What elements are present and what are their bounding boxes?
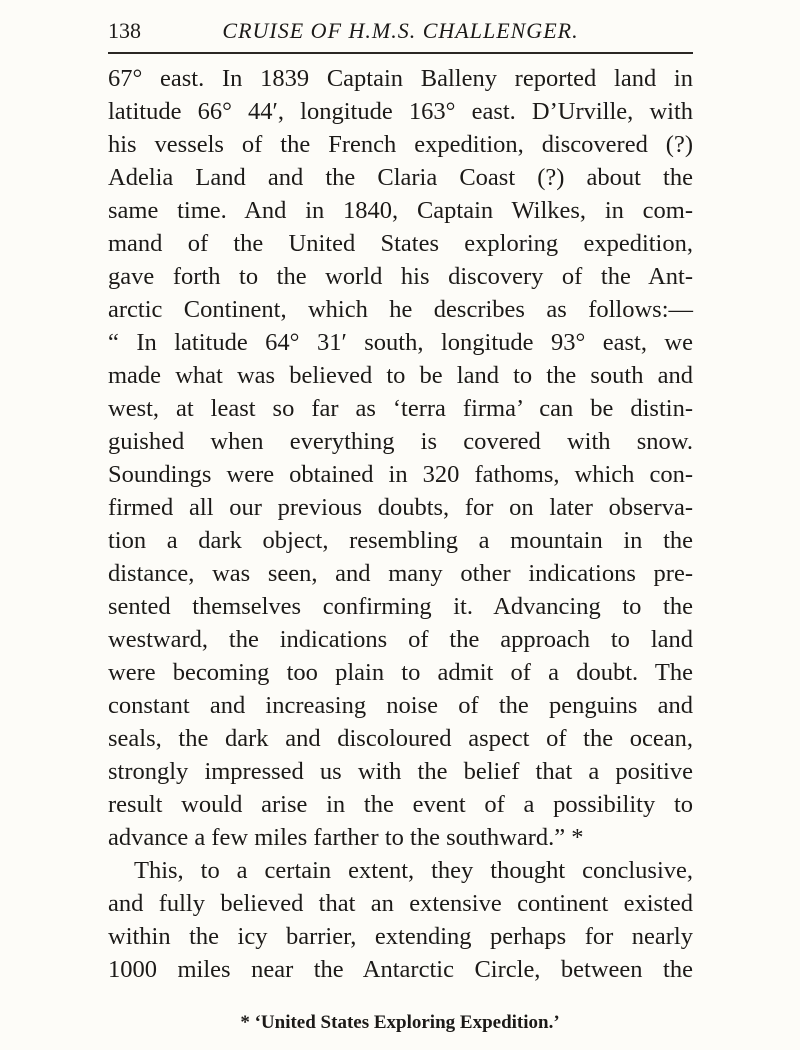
text-line: 67° east. In 1839 Captain Balleny reported land in (108, 65, 693, 92)
text-line: arctic Continent, which he describes as follows:— (108, 296, 693, 323)
text-line: 1000 miles near the Antarctic Circle, between the (108, 956, 693, 983)
text-line: guished when everything is covered with snow. (108, 428, 693, 455)
text-line: distance, was seen, and many other indications pre- (108, 560, 693, 587)
text-line: latitude 66° 44′, longitude 163° east. D’Urville, with (108, 98, 693, 125)
text-line: same time. And in 1840, Captain Wilkes, in com- (108, 197, 693, 224)
text-line: westward, the indications of the approach to land (108, 626, 693, 653)
text-line: were becoming too plain to admit of a doubt. The (108, 659, 693, 686)
text-line: Soundings were obtained in 320 fathoms, which con- (108, 461, 693, 488)
text-line: and fully believed that an extensive continent existed (108, 890, 693, 917)
text-line: seals, the dark and discoloured aspect of the ocean, (108, 725, 693, 752)
text-line: his vessels of the French expedition, discovered (?) (108, 131, 693, 158)
text-line: sented themselves confirming it. Advancing to the (108, 593, 693, 620)
footnote: * ‘United States Exploring Expedition.’ (240, 1012, 560, 1033)
body-text (108, 62, 693, 986)
text-line: advance a few miles farther to the southward.” * (108, 824, 584, 851)
text-line: gave forth to the world his discovery of the Ant- (108, 263, 693, 290)
text-line: This, to a certain extent, they thought conclusive, (134, 857, 693, 884)
page-number: 138 (108, 18, 141, 43)
text-line: firmed all our previous doubts, for on later observa- (108, 494, 693, 521)
text-line: mand of the United States exploring expedition, (108, 230, 693, 257)
page-header (108, 15, 693, 47)
text-line: Adelia Land and the Claria Coast (?) about the (108, 164, 693, 191)
running-title: CRUISE OF H.M.S. CHALLENGER. (222, 18, 579, 43)
text-line: strongly impressed us with the belief that a positive (108, 758, 693, 785)
text-line: tion a dark object, resembling a mountain in the (108, 527, 693, 554)
text-line: result would arise in the event of a possibility to (108, 791, 693, 818)
text-line: “ In latitude 64° 31′ south, longitude 93° east, we (108, 329, 693, 356)
text-line: made what was believed to be land to the south and (108, 362, 693, 389)
text-line: within the icy barrier, extending perhaps for nearly (108, 923, 693, 950)
header-rule (108, 52, 693, 54)
text-line: west, at least so far as ‘terra firma’ can be distin- (108, 395, 693, 422)
text-line: constant and increasing noise of the penguins and (108, 692, 693, 719)
